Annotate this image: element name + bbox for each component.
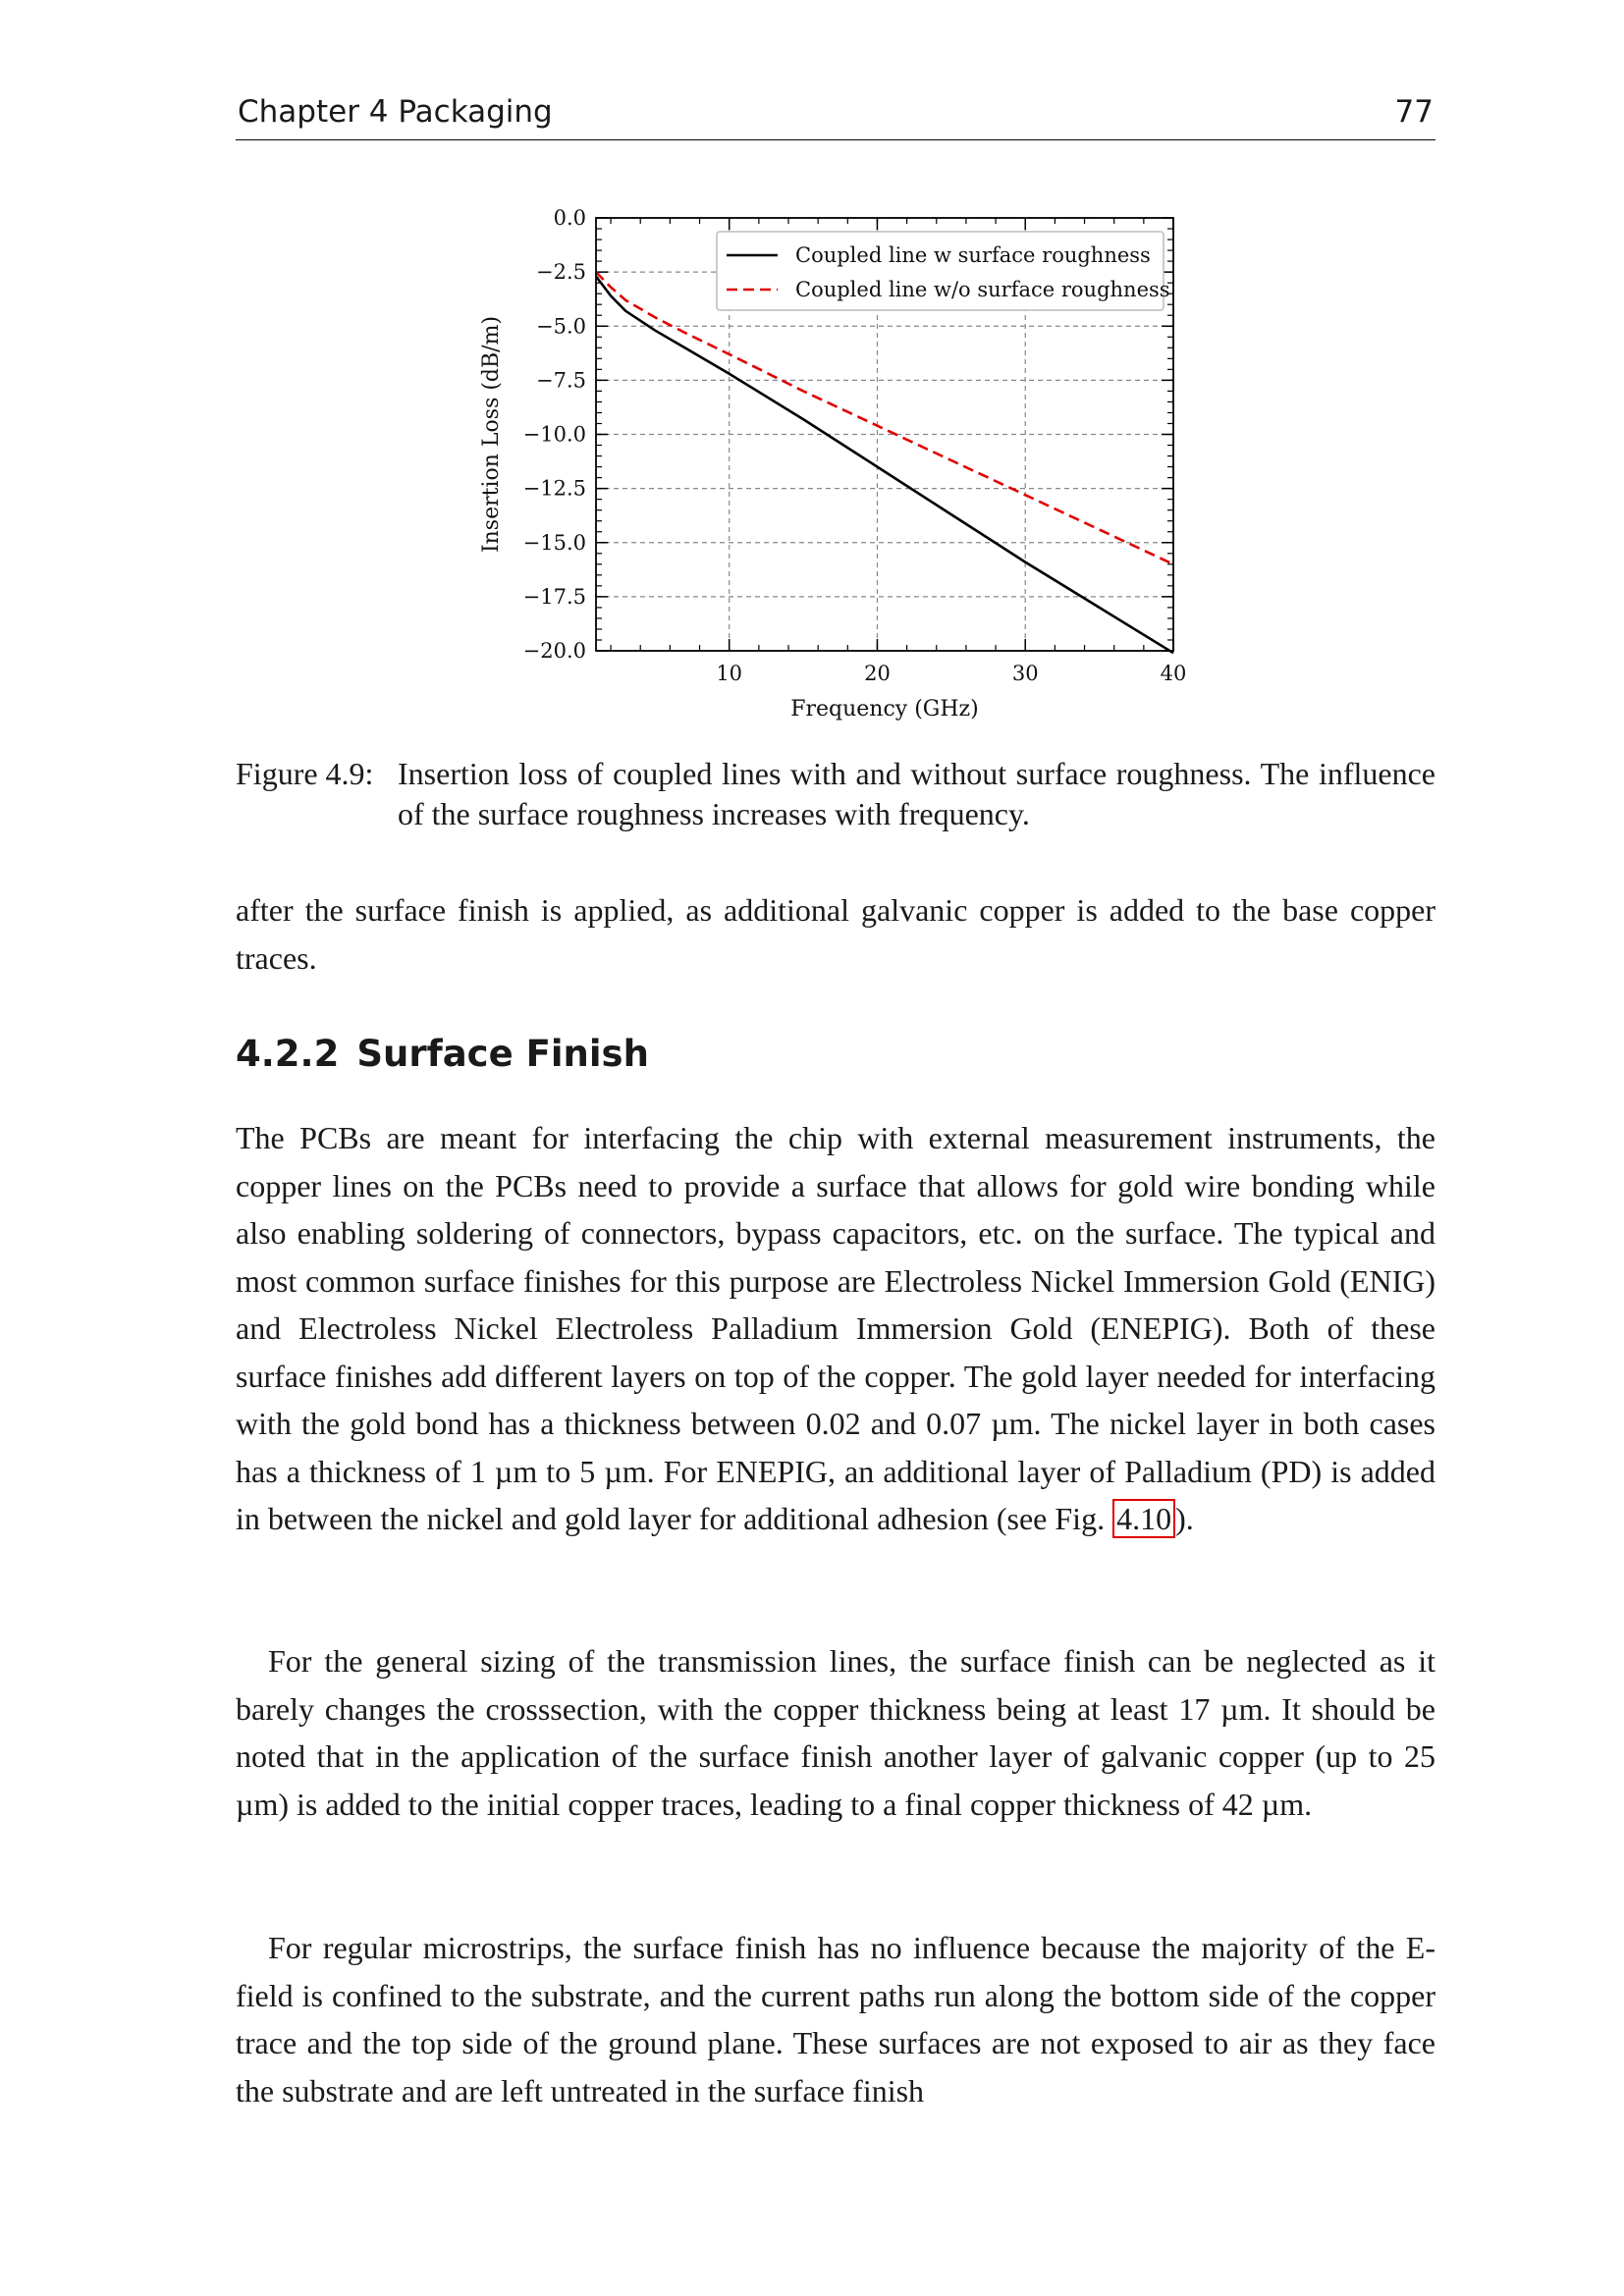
x-tick-label: 40: [1160, 662, 1187, 685]
paragraph-4: For regular microstrips, the surface finish has no influence because the majority of the E-field is confined to the substrate, and the current paths run along the bottom side of the copper trace and the top side of the ground plane. These surfaces are not exposed to air as they face the substrate and are left untreated in the surface finish: [236, 1930, 1435, 2109]
paragraph-1: after the surface finish is applied, as additional galvanic copper is added to the base copper traces.: [236, 892, 1435, 976]
y-tick-label: −2.5: [536, 260, 586, 285]
chapter-title: Chapter 4 Packaging: [238, 94, 553, 130]
x-axis-label: Frequency (GHz): [790, 697, 979, 721]
series-line-2: [596, 272, 1173, 564]
y-tick-label: −7.5: [536, 368, 586, 393]
y-tick-label: −5.0: [536, 314, 586, 339]
y-tick-label: −12.5: [522, 476, 586, 501]
figure-label: Figure 4.9:: [236, 756, 374, 791]
x-tick-label: 20: [864, 662, 891, 685]
y-tick-label: −20.0: [522, 639, 586, 663]
x-tick-label: 10: [716, 662, 743, 685]
y-tick-label: −10.0: [522, 422, 586, 447]
y-axis-label: Insertion Loss (dB/m): [479, 315, 504, 554]
paragraph-2: [236, 1114, 1435, 1543]
figure-caption-text: Insertion loss of coupled lines with and without surface roughness. The influence of the surface roughness increases with frequency.: [398, 756, 1435, 831]
section-heading: [236, 1033, 649, 1075]
page-header: [236, 90, 1435, 140]
y-tick-label: −17.5: [522, 584, 586, 609]
paragraph-2-end: ).: [1175, 1501, 1194, 1536]
figure-4-9: [236, 196, 1435, 746]
section-title: Surface Finish: [356, 1033, 649, 1075]
figure-ref-link[interactable]: 4.10: [1112, 1499, 1175, 1538]
paragraph-2-text: The PCBs are meant for interfacing the chip with external measurement instruments, the copper lines on the PCBs need to provide a surface that allows for gold wire bonding while also enabling soldering of connectors, bypass capacitors, etc. on the surface. The typical and most common surface finishes for this purpose are Electroless Nickel Immersion Gold (ENIG) and Electroless Nickel Electroless Palladium Immersion Gold (ENEPIG). Both of these surface finishes add different layers on top of the copper. The gold layer needed for interfacing with the gold bond has a thickness between 0.02 and 0.07 µm. The nickel layer in both cases has a thickness of 1 µm to 5 µm. For ENEPIG, an additional layer of Palladium (PD) is added in between the nickel and gold layer for additional adhesion (see Fig.: [236, 1120, 1435, 1536]
page-number: 77: [1394, 94, 1434, 130]
legend-label-1: Coupled line w surface roughness: [795, 243, 1151, 267]
y-tick-label: 0.0: [553, 206, 586, 230]
y-tick-label: −15.0: [522, 530, 586, 555]
x-tick-label: 30: [1011, 662, 1039, 685]
section-number: 4.2.2: [236, 1033, 340, 1075]
insertion-loss-chart: [236, 196, 1435, 746]
paragraph-3: For the general sizing of the transmission lines, the surface finish can be neglected as it barely changes the crosssection, with the copper thickness being at least 17 µm. It should be noted that in the application of the surface finish another layer of galvanic copper (up to 25 µm) is added to the initial copper traces, leading to a final copper thickness of 42 µm.: [236, 1643, 1435, 1822]
legend-label-2: Coupled line w/o surface roughness: [795, 278, 1170, 301]
